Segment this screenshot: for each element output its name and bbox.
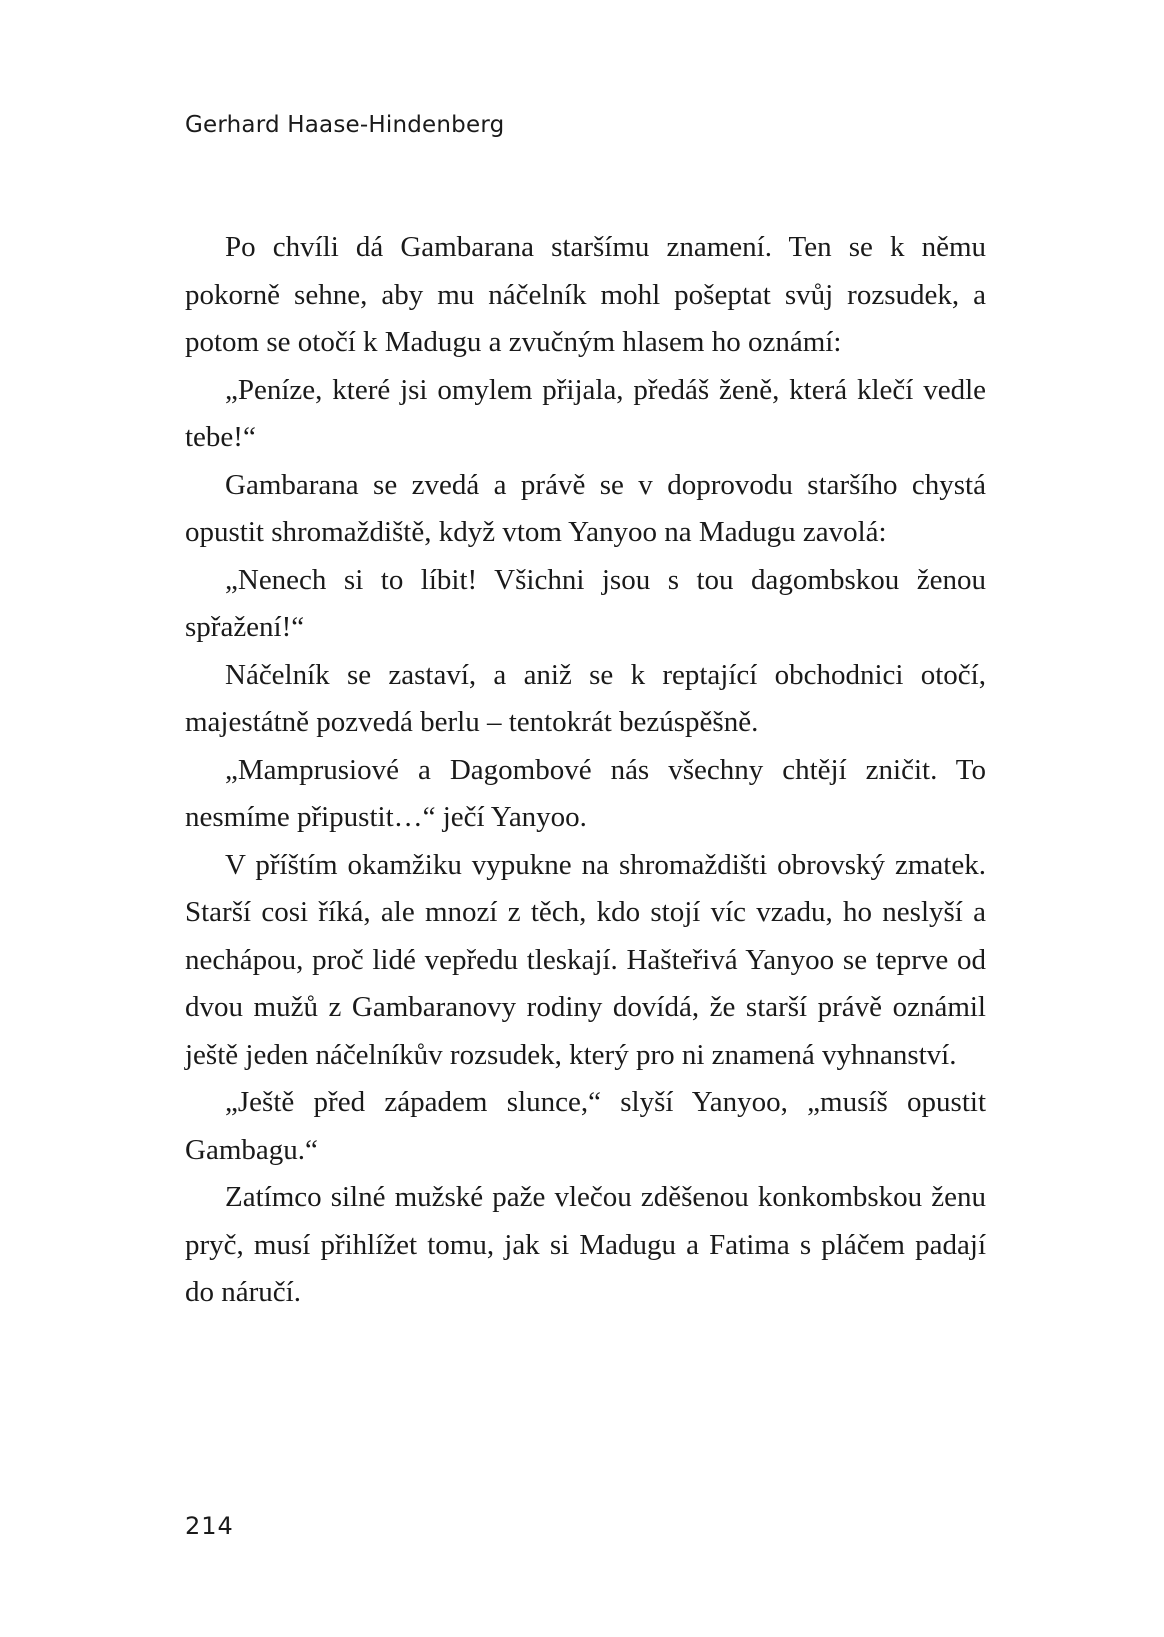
paragraph: V příštím okamžiku vypukne na shromaždišti obrovský zmatek. Starší cosi říká, ale mnozí z těch, kdo stojí víc vzadu, ho neslyší a nechápou, proč lidé vepředu tleskají. Hašteřivá Yanyoo se teprve od dvou mužů z Gambaranovy rodiny dovídá, že starší právě oznámil ještě jeden náčelníkův rozsudek, který pro ni znamená vyhnanství. [185,848,986,1071]
paragraph: Zatímco silné mužské paže vlečou zděšenou konkombskou ženu pryč, musí přihlížet tomu, jak si Madugu a Fatima s pláčem padají do náručí. [185,1181,986,1308]
paragraph: „Ještě před západem slunce,“ slyší Yanyoo, „musíš opustit Gambagu.“ [185,1086,986,1166]
paragraph: „Nenech si to líbit! Všichni jsou s tou dagombskou ženou spřažení!“ [185,563,986,643]
body-text [185,224,986,1317]
paragraph: Gambarana se zvedá a právě se v doprovodu staršího chystá opustit shromaždiště, když vtom Yanyoo na Madugu zavolá: [185,468,986,548]
page-number: 214 [185,1512,234,1540]
paragraph: Po chvíli dá Gambarana staršímu znamení. Ten se k němu pokorně sehne, aby mu náčelník mohl pošeptat svůj rozsudek, a potom se otočí k Madugu a zvučným hlasem ho oznámí: [185,231,986,358]
paragraph: „Peníze, které jsi omylem přijala, předáš ženě, která klečí vedle tebe!“ [185,373,986,453]
paragraph: Náčelník se zastaví, a aniž se k reptající obchodnici otočí, majestátně pozvedá berlu – tentokrát bezúspěšně. [185,658,986,738]
paragraph: „Mamprusiové a Dagombové nás všechny chtějí zničit. To nesmíme připustit…“ ječí Yanyoo. [185,753,986,833]
running-head-author: Gerhard Haase-Hindenberg [185,112,505,138]
